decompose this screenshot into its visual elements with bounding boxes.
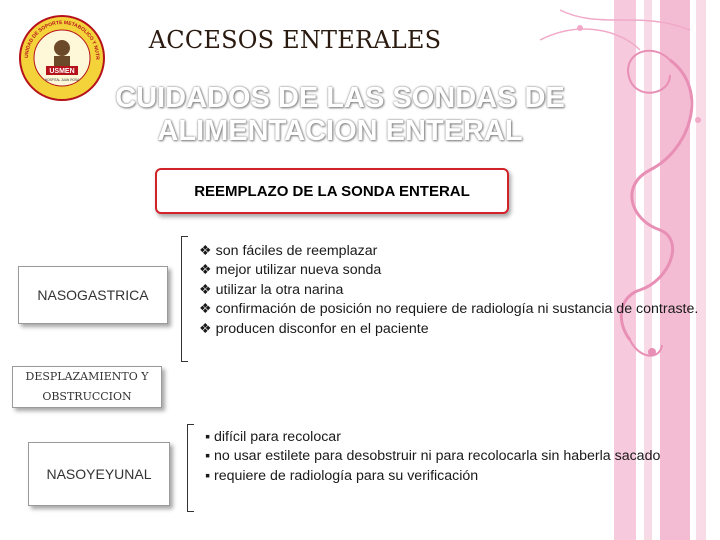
section-banner: REEMPLAZO DE LA SONDA ENTERAL (155, 168, 509, 214)
list-item: ▪ no usar estilete para desobstruir ni para recolocarla sin haberla sacado (205, 448, 661, 465)
logo-name: USMEN (49, 68, 75, 75)
nasoyeyunal-list (205, 428, 705, 486)
list-item: ▪ difícil para recolocar (205, 429, 341, 445)
list-item: ❖ confirmación de posición no requiere de radiología ni sustancia de contraste. (199, 301, 699, 318)
nasogastrica-box: NASOGASTRICA (18, 266, 168, 324)
list-item: ❖ son fáciles de reemplazar (199, 243, 378, 259)
list-item: ▪ requiere de radiología para su verificación (205, 467, 479, 484)
list-item: ❖ mejor utilizar nueva sonda (199, 262, 382, 279)
subtitle-line-2: ALIMENTACION ENTERAL (157, 115, 523, 147)
nasoyeyunal-box: NASOYEYUNAL (28, 442, 170, 506)
subtitle-line-1: CUIDADOS DE LAS SONDAS DE (115, 82, 565, 114)
list-item: ❖ producen disconfor en el paciente (199, 320, 429, 337)
logo-ring-text: UNIDAD DE SOPORTE METABOLICO Y NUTR (23, 19, 101, 60)
bracket-nasoyeyunal (187, 424, 194, 512)
desplazamiento-line-1: DESPLAZAMIENTO Y (25, 370, 149, 383)
bracket-nasogastrica (181, 236, 188, 362)
page-subtitle (60, 82, 620, 148)
page-title: ACCESOS ENTERALES (148, 26, 442, 54)
nasogastrica-list (199, 242, 709, 339)
desplazamiento-line-2: OBSTRUCCION (42, 390, 132, 403)
decorative-swirl (520, 0, 720, 420)
list-item: ❖ utilizar la otra narina (199, 281, 344, 298)
desplazamiento-box (12, 366, 162, 408)
logo-sub: HOSPITAL JUAN ROSA (44, 78, 80, 82)
